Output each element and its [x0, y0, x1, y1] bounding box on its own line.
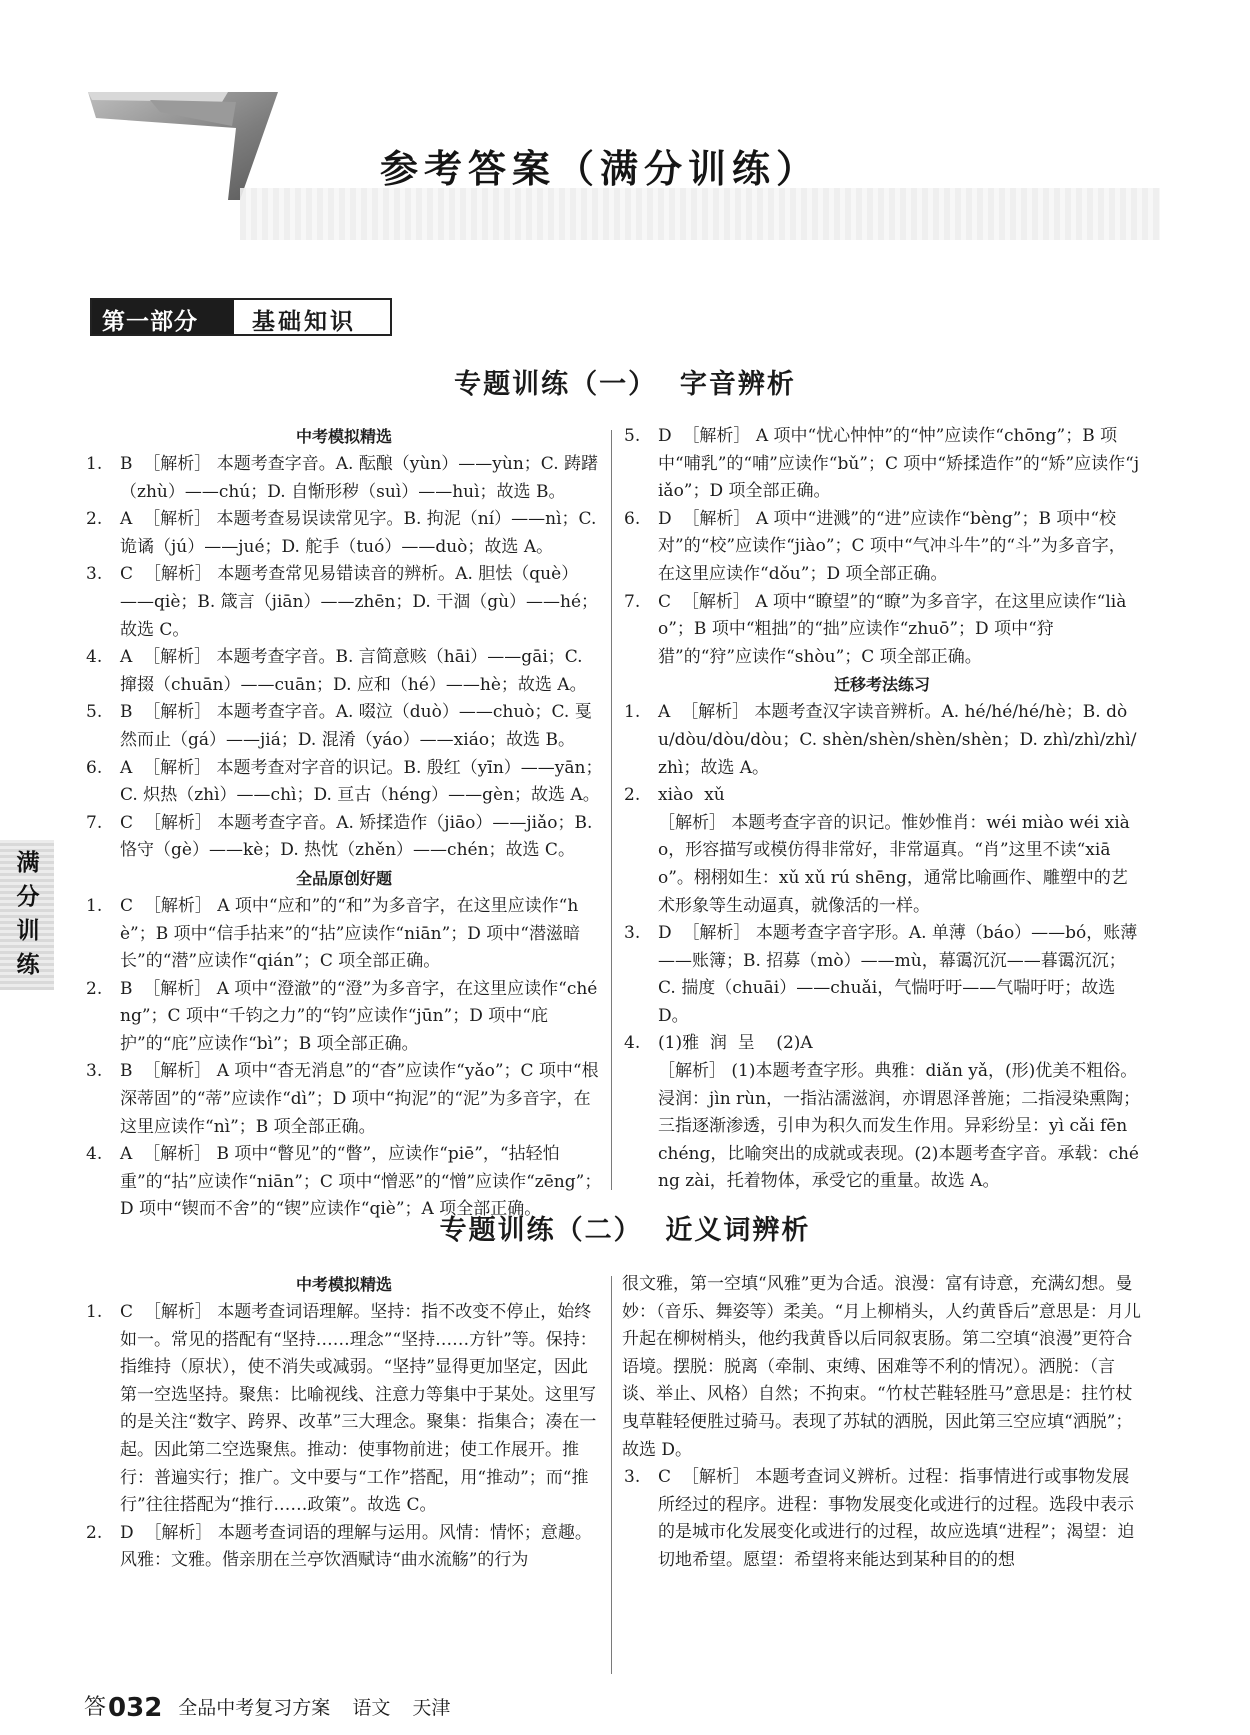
answer-number: 4. — [86, 647, 103, 668]
answer-text: B ［解析］ A 项中“杳无消息”的“杳”应读作“yǎo”；C 项中“根深蒂固”的“蒂”应读作“dì”；D 项中“拘泥”的“泥”为多音字，在这里应读作“nì”；B 项全部正确。 — [120, 1061, 599, 1137]
subheading: 全品原创好题 — [295, 868, 392, 888]
answer-number: 1. — [86, 454, 103, 474]
answer-text: C ［解析］ 本题考查词义辨析。过程：指事情进行或事物发展所经过的程序。进程：事物发展变化或进行的过程。选段中表示的是城市化发展变化或进行的过程，故应选填“进程”；渴望：迫切地希望。愿望：希望将来能达到某种目的的想 — [658, 1467, 1135, 1570]
answer-number: 2. — [86, 1522, 103, 1543]
answer-text: D ［解析］ A 项中“忧心忡忡”的“忡”应读作“chōng”；B 项中“哺乳”的“哺”应读作“bǔ”；C 项中“矫揉造作”的“矫”应读作“jiǎo”；D 项全部正确。 — [658, 426, 1140, 502]
part-banner — [90, 298, 392, 336]
answer-item — [622, 1030, 1142, 1196]
header-decoration-icon — [0, 0, 300, 210]
answer-text: C ［解析］ A 项中“应和”的“和”为多音字，在这里应读作“hè”；B 项中“信手拈来”的“拈”应读作“niān”；D 项中“潜滋暗长”的“潜”应读作“qián”；C 项全部正确。 — [120, 895, 580, 972]
answer-item — [84, 506, 604, 561]
answer-text: D ［解析］ 本题考查词语的理解与运用。风情：情怀；意趣。风雅：文雅。偕亲朋在兰亭饮酒赋诗“曲水流觞”的行为 — [120, 1522, 592, 1571]
answer-item — [622, 423, 1142, 506]
page-title: 参考答案（满分训练） — [380, 147, 821, 191]
answer-item — [84, 893, 604, 976]
footer-book: 全品中考复习方案 — [178, 1697, 331, 1719]
subheading: 中考模拟精选 — [295, 427, 392, 446]
footer-prefix: 答 — [84, 1695, 107, 1720]
column-divider — [611, 1276, 612, 1674]
part-label: 第一部分 — [92, 300, 234, 334]
section-title-1: 专题训练（一） 字音辨析 — [454, 369, 796, 400]
page-header — [0, 0, 1250, 260]
answer-number: 1. — [86, 895, 103, 916]
section-title-2: 专题训练（二） 近义词辨析 — [439, 1215, 811, 1246]
answer-number: 3. — [624, 1467, 641, 1488]
answer-item — [84, 976, 604, 1059]
answer-number: 5. — [86, 702, 103, 723]
answer-item — [84, 1520, 604, 1575]
answer-continuation — [622, 1271, 1142, 1464]
answer-text: A ［解析］ 本题考查易误读常见字。B. 拘泥（ní）——nì；C. 诡谲（jú）——jué；D. 舵手（tuó）——duò；故选 A。 — [120, 509, 602, 557]
section2-right-column — [622, 1271, 1142, 1575]
answer-item — [84, 644, 604, 699]
answer-number: 5. — [624, 426, 641, 446]
answer-number: 1. — [86, 1302, 103, 1322]
section1-right-column — [622, 423, 1142, 1196]
answer-text: A ［解析］ 本题考查对字音的识记。B. 殷红（yīn）——yān；C. 炽热（zhì）——chì；D. 亘古（héng）——gèn；故选 A。 — [120, 757, 603, 806]
page-number: 032 — [108, 1693, 163, 1723]
answer-item — [622, 782, 1142, 920]
answer-number: 1. — [624, 702, 641, 723]
answer-item — [84, 1299, 604, 1520]
answer-number: 2. — [624, 785, 641, 806]
answer-text: C ［解析］ 本题考查词语理解。坚持：指不改变不停止，始终如一。常见的搭配有“坚持……理念”“坚持……方针”等。保持：指维持（原状），使不消失或减弱。“坚持”显得更加坚定，因此第一空选坚持。聚焦：比喻视线、注意力等集中于某处。这里写的是关注“数字、跨界、改革”三大理念。聚集：指集合；凑在一起。因此第二空选聚焦。推动：使事物前进；使工作展开。推行：普遍实行；推广。文中要与“工作”搭配，用“推动”；而“推行”往往搭配为“推行……政策”。故选 C。 — [120, 1302, 597, 1516]
answer-text: (1)雅 润 呈 (2)A ［解析］ (1)本题考查字形。典雅：diǎn yǎ，(形)优美不粗俗。浸润：jìn rùn，一指沾濡滋润，亦谓恩泽普施；二指浸染熏陶；三指逐渐渗透，引申为积久而发生作用。异彩纷呈：yì cǎi fēn chéng，比喻突出的成就或表现。(2)本题考查字音。承载：chéng zài，托着物体，承受它的重量。故选 A。 — [658, 1033, 1141, 1192]
answer-text: A ［解析］ 本题考查汉字读音辨析。A. hé/hé/hé/hè；B. dòu/dòu/dòu/dòu；C. shèn/shèn/shèn/shèn；D. zhì/zhì/zhì/zhì；故选 A。 — [658, 702, 1137, 778]
answer-item — [84, 755, 604, 810]
answer-text: D ［解析］ 本题考查字音字形。A. 单薄（báo）——bó，账薄——账簿；B. 招募（mò）——mù，幕霭沉沉——暮霭沉沉；C. 揣度（chuāi）——chuǎi，气惴吁吁——气喘吁吁；故选 D。 — [658, 923, 1138, 1026]
answer-text: 很文雅，第一空填“风雅”更为合适。浪漫：富有诗意，充满幻想。曼妙：（音乐、舞姿等）柔美。“月上柳梢头，人约黄昏后”意思是：月儿升起在柳树梢头，他约我黄昏以后同叙衷肠。第二空填“浪漫”更符合语境。摆脱：脱离（牵制、束缚、困难等不利的情况）。洒脱：（言谈、举止、风格）自然；不拘束。“竹杖芒鞋轻胜马”意思是：拄竹杖曳草鞋轻便胜过骑马。表现了苏轼的洒脱，因此第三空应填“洒脱”；故选 D。 — [622, 1274, 1141, 1460]
answer-item — [84, 699, 604, 754]
section1-left-column — [84, 423, 604, 1224]
answer-text: B ［解析］ A 项中“澄澈”的“澄”为多音字，在这里应读作“chéng”；C 项中“千钧之力”的“钧”应读作“jūn”；D 项中“庇护”的“庇”应读作“bì”；B 项全部正确。 — [120, 978, 598, 1054]
answer-number: 6. — [86, 757, 103, 778]
answer-item — [84, 451, 604, 506]
page-footer — [84, 1690, 472, 1723]
subheading: 中考模拟精选 — [295, 1275, 392, 1294]
column-divider — [611, 430, 612, 1190]
subheading: 迁移考法练习 — [833, 675, 930, 695]
answer-number: 7. — [624, 591, 641, 612]
answer-number: 3. — [624, 923, 641, 944]
section2-left-column — [84, 1271, 604, 1575]
footer-subject: 语文 — [352, 1697, 391, 1719]
answer-text: A ［解析］ B 项中“瞥见”的“瞥”，应读作“piē”，“拈轻怕重”的“拈”应读作“niān”；C 项中“憎恶”的“憎”应读作“zēng”；D 项中“锲而不舍”的“锲”应读作“qiè”；A 项全部正确。 — [120, 1144, 602, 1220]
answer-number: 2. — [86, 509, 103, 530]
answer-item — [622, 589, 1142, 672]
part-name: 基础知识 — [252, 309, 356, 335]
answer-number: 6. — [624, 508, 641, 529]
answer-item — [622, 506, 1142, 589]
answer-item — [622, 920, 1142, 1030]
answer-item — [84, 1058, 604, 1141]
answer-number: 7. — [86, 812, 103, 833]
answer-number: 3. — [86, 1061, 103, 1082]
answer-item — [622, 699, 1142, 782]
answer-item — [84, 810, 604, 865]
answer-text: C ［解析］ 本题考查字音。A. 矫揉造作（jiāo）——jiǎo；B. 恪守（gè）——kè；D. 热忱（zhěn）——chén；故选 C。 — [120, 812, 598, 861]
answer-item — [622, 1464, 1142, 1574]
answer-number: 4. — [624, 1033, 641, 1054]
answer-item — [84, 561, 604, 644]
footer-region: 天津 — [412, 1697, 451, 1719]
answer-text: xiào xǔ ［解析］ 本题考查字音的识记。惟妙惟肖：wéi miào wéi xiào，形容描写或模仿得非常好，非常逼真。“肖”这里不读“xiāo”。栩栩如生：xǔ xǔ rú shēng，通常比喻画作、雕塑中的艺术形象等生动逼真，就像活的一样。 — [658, 785, 1130, 916]
answer-text: A ［解析］ 本题考查字音。B. 言简意赅（hāi）——gāi；C. 撺掇（chuān）——cuān；D. 应和（hé）——hè；故选 A。 — [120, 647, 588, 695]
answer-text: B ［解析］ 本题考查字音。A. 酝酿（yùn）——yùn；C. 踌躇（zhù）——chú；D. 自惭形秽（suì）——huì；故选 B。 — [120, 454, 598, 502]
answer-text: C ［解析］ A 项中“瞭望”的“瞭”为多音字，在这里应读作“liào”；B 项中“粗拙”的“拙”应读作“zhuō”；D 项中“狩猎”的“狩”应读作“shòu”；C 项全部正确。 — [658, 591, 1127, 667]
answer-number: 2. — [86, 978, 103, 999]
answer-text: C ［解析］ 本题考查常见易错读音的辨析。A. 胆怯（què）——qiè；B. 箴言（jiān）——zhēn；D. 干涸（gù）——hé；故选 C。 — [120, 564, 599, 640]
answer-number: 3. — [86, 564, 103, 585]
answer-text: D ［解析］ A 项中“进溅”的“进”应读作“bèng”；B 项中“校对”的“校”应读作“jiào”；C 项中“气冲斗牛”的“斗”为多音字，在这里应读作“dǒu”；D 项全部正确。 — [658, 508, 1126, 584]
answer-number: 4. — [86, 1144, 103, 1165]
answer-text: B ［解析］ 本题考查字音。A. 啜泣（duò）——chuò；C. 戛然而止（gá）——jiá；D. 混淆（yáo）——xiáo；故选 B。 — [120, 702, 592, 750]
side-tab-text: 满分训练 — [16, 850, 40, 978]
side-tab — [0, 840, 54, 990]
